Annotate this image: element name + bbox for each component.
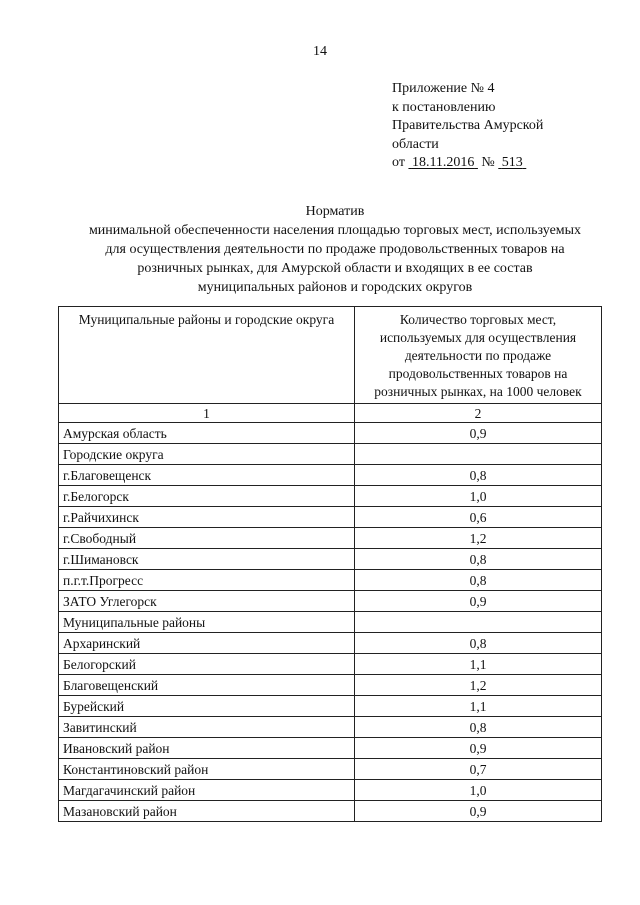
table-header-row [59,307,602,404]
document-heading [40,202,630,297]
appendix-date-line [392,154,543,173]
column-number-row [59,404,602,423]
row-name: Магдагачинский район [59,780,355,801]
appendix-line-2: к постановлению [392,99,496,115]
table-body [59,423,602,822]
row-value: 0,8 [355,633,602,654]
row-value: 0,7 [355,759,602,780]
row-name: Архаринский [59,633,355,654]
row-name: г.Райчихинск [59,507,355,528]
table-row [59,759,602,780]
row-value: 1,2 [355,528,602,549]
table-row [59,717,602,738]
table-row [59,738,602,759]
row-name: Благовещенский [59,675,355,696]
table-row [59,528,602,549]
row-value: 0,8 [355,570,602,591]
row-value: 0,8 [355,549,602,570]
heading-title: Норматив [305,204,365,219]
row-name: Мазановский район [59,801,355,822]
row-value: 0,9 [355,591,602,612]
row-name: Амурская область [59,423,355,444]
row-name: п.г.т.Прогресс [59,570,355,591]
resolution-number: 513 [501,155,523,170]
table-row [59,486,602,507]
table-row [59,549,602,570]
table-row [59,591,602,612]
row-value: 1,1 [355,654,602,675]
table-row [59,801,602,822]
heading-line-3: розничных рынках, для Амурской области и входящих в ее состав [137,261,533,276]
column-number-2: 2 [355,404,602,423]
row-value: 1,1 [355,696,602,717]
row-value: 0,9 [355,738,602,759]
table-row [59,507,602,528]
number-prefix: № [481,155,495,170]
table-row [59,696,602,717]
table-row [59,675,602,696]
column-number-1: 1 [59,404,355,423]
row-value: 0,6 [355,507,602,528]
row-value: 1,0 [355,486,602,507]
row-name: ЗАТО Углегорск [59,591,355,612]
table-row [59,654,602,675]
heading-line-2: для осуществления деятельности по продаже продовольственных товаров на [105,242,565,257]
row-name: Константиновский район [59,759,355,780]
row-name: г.Шимановск [59,549,355,570]
appendix-line-1: Приложение № 4 [392,81,495,96]
row-name: Завитинский [59,717,355,738]
row-name: Городские округа [59,444,355,465]
heading-line-1: минимальной обеспеченности населения площадью торговых мест, используемых [88,223,582,238]
appendix-line-4: области [392,136,439,152]
heading-line-4: муниципальных районов и городских округов [197,280,473,295]
row-name: г.Свободный [59,528,355,549]
row-name: г.Белогорск [59,486,355,507]
table-row [59,570,602,591]
row-value: 0,8 [355,717,602,738]
table-row [59,633,602,654]
row-value [355,612,602,633]
header-municipalities: Муниципальные районы и городские округа [59,307,355,404]
row-value: 0,9 [355,801,602,822]
page-number: 14 [313,44,327,59]
appendix-line-3: Правительства Амурской [392,118,544,133]
row-name: Муниципальные районы [59,612,355,633]
row-name: г.Благовещенск [59,465,355,486]
norms-table [58,306,602,822]
table-row [59,465,602,486]
table-row [59,780,602,801]
table-row [59,612,602,633]
header-places-count: Количество торговых мест, используемых для осуществления деятельности по продаже продовольственных товаров на розничных рынках, на 1000 человек [355,307,602,404]
row-value [355,444,602,465]
row-value: 1,0 [355,780,602,801]
row-value: 0,9 [355,423,602,444]
row-name: Бурейский [59,696,355,717]
row-value: 0,8 [355,465,602,486]
row-name: Белогорский [59,654,355,675]
row-name: Ивановский район [59,738,355,759]
table-row [59,444,602,465]
appendix-block [392,80,543,173]
row-value: 1,2 [355,675,602,696]
table-row [59,423,602,444]
date-prefix: от [392,155,405,170]
resolution-date: 18.11.2016 [411,155,475,170]
